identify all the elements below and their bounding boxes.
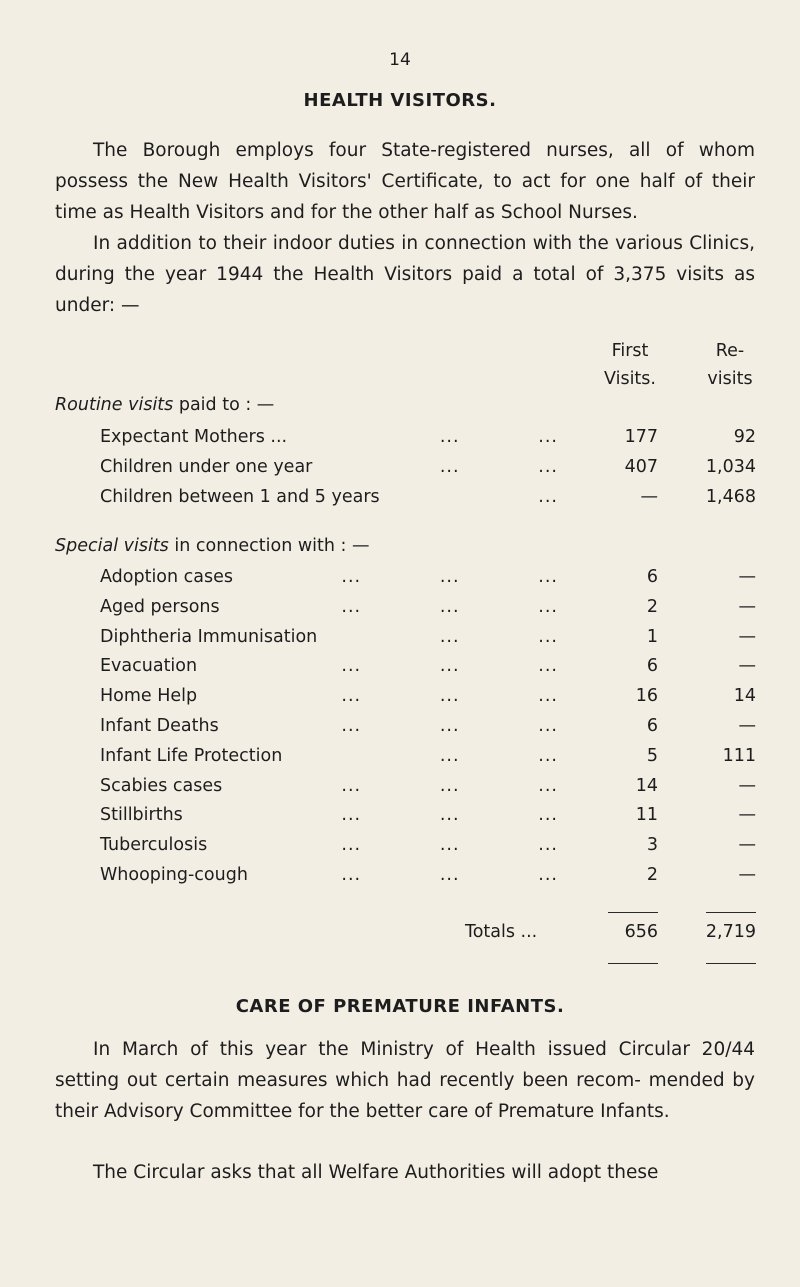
special-first-visits-value: 6 (646, 567, 658, 587)
table-row (100, 805, 760, 831)
routine-first-visits-value: 177 (624, 427, 658, 447)
special-first-visits-value: 16 (635, 686, 658, 707)
special-revisits-value: — (738, 835, 756, 856)
leader-dots: ... ... ... (341, 596, 558, 617)
leader-dots: ... ... ... (341, 686, 558, 707)
table-row (100, 716, 760, 742)
table-row (100, 776, 760, 802)
routine-row-label: Children under one year (100, 456, 313, 477)
routine-revisits-value: 92 (733, 427, 756, 447)
special-first-visits-value: 6 (646, 716, 658, 736)
table-row (100, 487, 760, 513)
table-row (100, 746, 760, 772)
paragraph-visits-intro: In addition to their indoor duties in connection with the various Clinics, during the year 1944 the Health Visitors paid a total of 3,375 visits as under: — (55, 233, 755, 316)
leader-dots: ... (538, 486, 558, 507)
special-visits-heading: Special visits in connection with : — (55, 536, 370, 556)
special-row-label: Aged persons (100, 596, 220, 617)
paragraph-circular-asks: The Circular asks that all Welfare Authorities will adopt these (93, 1162, 659, 1183)
totals-first-visits: 656 (624, 922, 658, 942)
special-row-label: Stillbirths (100, 805, 183, 826)
leader-dots: ... ... (439, 745, 558, 766)
special-first-visits-value: 5 (646, 745, 658, 766)
table-row (100, 656, 760, 682)
special-row-label: Evacuation (100, 656, 198, 677)
totals-label: Totals ... (465, 922, 538, 942)
leader-dots: ... ... ... (341, 805, 558, 826)
paragraph-circular: In March of this year the Ministry of Health issued Circular 20/44 setting out certain measures which had recently been recom- mended by their Advisory Committee for the better care of Premature Infants. (55, 1039, 755, 1122)
leader-dots: ... ... ... (341, 567, 558, 587)
special-row-label: Whooping-cough (100, 865, 248, 885)
special-revisits-value: — (738, 626, 756, 647)
special-row-label: Infant Deaths (100, 716, 219, 736)
leader-dots: ... ... ... (341, 656, 558, 677)
totals-rule-top-first (608, 912, 658, 913)
special-row-label: Adoption cases (100, 567, 234, 587)
special-row-label: Home Help (100, 686, 198, 707)
special-first-visits-value: 2 (646, 865, 658, 885)
column-heading-revisits: Re- visits (707, 341, 753, 389)
table-row (100, 835, 760, 861)
special-first-visits-value: 1 (646, 626, 658, 647)
totals-rule-bottom-re (706, 963, 756, 964)
special-revisits-value: — (738, 716, 756, 736)
routine-revisits-value: 1,468 (705, 486, 756, 507)
special-first-visits-value: 2 (646, 596, 658, 617)
leader-dots: ... ... ... (341, 865, 558, 885)
special-first-visits-value: 14 (635, 775, 658, 796)
table-row (100, 686, 760, 712)
routine-revisits-value: 1,034 (705, 456, 756, 477)
totals-rule-top-re (706, 912, 756, 913)
table-row (100, 597, 760, 623)
table-row (100, 627, 760, 653)
special-revisits-value: — (738, 775, 756, 796)
leader-dots: ... ... ... (341, 716, 558, 736)
special-revisits-value: — (738, 656, 756, 677)
routine-first-visits-value: — (640, 486, 658, 507)
leader-dots: ... ... (439, 626, 558, 647)
special-row-label: Scabies cases (100, 775, 223, 796)
special-row-label: Tuberculosis (100, 835, 208, 856)
special-revisits-value: — (738, 596, 756, 617)
special-revisits-value: 14 (733, 686, 756, 707)
special-first-visits-value: 3 (646, 835, 658, 856)
special-revisits-value: — (738, 865, 756, 885)
table-row (100, 865, 760, 891)
leader-dots: ... ... (439, 427, 558, 447)
special-first-visits-value: 11 (635, 805, 658, 826)
page-number: 14 (389, 50, 411, 70)
leader-dots: ... ... (439, 456, 558, 477)
routine-first-visits-value: 407 (624, 456, 658, 477)
heading-premature-infants: CARE OF PREMATURE INFANTS. (235, 996, 565, 1017)
special-revisits-value: 111 (722, 745, 756, 766)
leader-dots: ... ... ... (341, 835, 558, 856)
special-row-label: Diphtheria Immunisation (100, 626, 318, 647)
special-revisits-value: — (738, 805, 756, 826)
heading-health-visitors: HEALTH VISITORS. (303, 90, 497, 111)
totals-revisits: 2,719 (705, 922, 756, 942)
paragraph-nurses: The Borough employs four State-registered nurses, all of whom possess the New Health Visitors' Certificate, to act for one half of their time as Health Visitors and for the other half as School Nurses. (55, 140, 755, 223)
special-row-label: Infant Life Protection (100, 745, 283, 766)
leader-dots: ... ... ... (341, 775, 558, 796)
column-heading-first-visits: First Visits. (604, 341, 656, 389)
routine-row-label: Expectant Mothers ... (100, 427, 288, 447)
totals-rule-bottom-first (608, 963, 658, 964)
special-revisits-value: — (738, 567, 756, 587)
table-row (100, 567, 760, 593)
routine-visits-heading: Routine visits paid to : — (55, 395, 275, 415)
special-first-visits-value: 6 (646, 656, 658, 677)
routine-row-label: Children between 1 and 5 years (100, 486, 380, 507)
table-row (100, 427, 760, 453)
table-row (100, 457, 760, 483)
